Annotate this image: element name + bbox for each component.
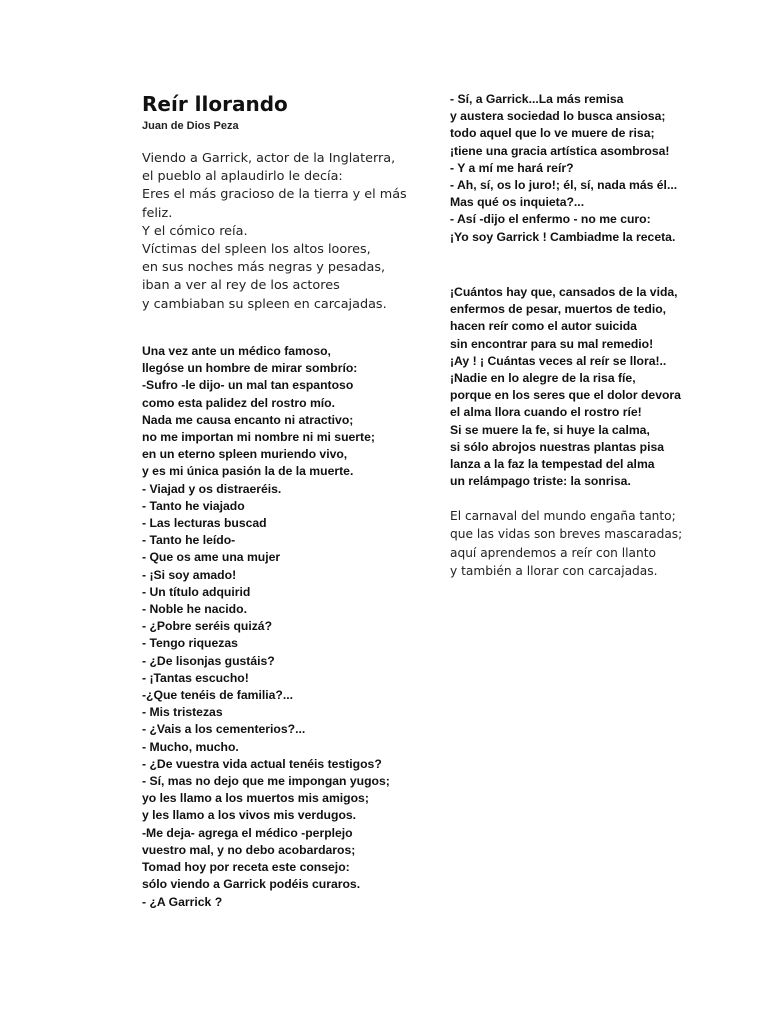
poem-line: sin encontrar para su mal remedio!: [450, 336, 654, 351]
poem-line: si sólo abrojos nuestras plantas pisa: [450, 439, 665, 454]
poem-line: Nada me causa encanto ni atractivo;: [142, 412, 354, 427]
poem-line: - Sí, a Garrick...La más remisa: [450, 92, 624, 106]
stanza-5: [450, 507, 682, 581]
poem-line: -Me deja- agrega el médico -perplejo: [142, 825, 353, 840]
poem-line: y también a llorar con carcajadas.: [450, 564, 658, 579]
poem-line: Tomad hoy por receta este consejo:: [142, 860, 350, 875]
poem-line: ¡Cuántos hay que, cansados de la vida,: [450, 285, 678, 299]
poem-line: yo les llamo a los muertos mis amigos;: [142, 791, 369, 806]
poem-line: - ¿De vuestra vida actual tenéis testigos?: [142, 756, 382, 771]
poem-line: hacen reír como el autor suicida: [450, 319, 637, 334]
poem-line: - ¿Vais a los cementerios?...: [142, 722, 306, 737]
poem-line: - ¿Pobre seréis quizá?: [142, 619, 273, 634]
poem-line: y austera sociedad lo busca ansiosa;: [450, 109, 666, 124]
poem-line: ¡tiene una gracia artística asombrosa!: [450, 143, 670, 158]
poem-line: ¡Yo soy Garrick ! Cambiadme la receta.: [450, 229, 676, 244]
poem-title: Reír llorando: [142, 92, 288, 116]
poem-line: y cambiaban su spleen en carcajadas.: [142, 296, 387, 312]
poem-line: aquí aprendemos a reír con llanto: [450, 545, 656, 560]
poem-line: Una vez ante un médico famoso,: [142, 344, 331, 358]
poem-line: - ¡Si soy amado!: [142, 567, 237, 582]
poem-line: lanza a la faz la tempestad del alma: [450, 457, 655, 472]
poem-line: vuestro mal, y no debo acobardaros;: [142, 842, 356, 857]
poem-line: - Noble he nacido.: [142, 602, 247, 617]
poem-line: ¡Nadie en lo alegre de la risa fíe,: [450, 371, 636, 386]
poem-line: -¿Que tenéis de familia?...: [142, 688, 294, 703]
poem-line: - Ah, sí, os lo juro!; él, sí, nada más él...: [450, 178, 678, 193]
poem-line: el pueblo al aplaudirlo le decía:: [142, 169, 343, 185]
poem-line: - Las lecturas buscad: [142, 516, 267, 531]
poem-line: porque en los seres que el dolor devora: [450, 388, 681, 403]
stanza-4: [450, 284, 681, 490]
poem-line: no me importan mi nombre ni mi suerte;: [142, 430, 375, 445]
poem-line: ¡Ay ! ¡ Cuántas veces al reír se llora!..: [450, 353, 667, 368]
poem-line: un relámpago triste: la sonrisa.: [450, 474, 631, 489]
poem-line: como esta palidez del rostro mío.: [142, 395, 336, 410]
stanza-3: [450, 91, 677, 246]
poem-line: - Un título adquirid: [142, 584, 251, 599]
poem-line: Si se muere la fe, si huye la calma,: [450, 422, 650, 437]
poem-line: feliz.: [142, 205, 173, 221]
poem-line: Mas qué os inquieta?...: [450, 195, 585, 210]
poem-line: el alma llora cuando el rostro ríe!: [450, 405, 642, 420]
poem-line: - ¿De lisonjas gustáis?: [142, 653, 275, 668]
poem-author: Juan de Dios Peza: [142, 120, 239, 132]
poem-line: - Que os ame una mujer: [142, 550, 281, 565]
poem-line: sólo viendo a Garrick podéis curaros.: [142, 877, 361, 892]
poem-line: en un eterno spleen muriendo vivo,: [142, 447, 348, 462]
poem-line: que las vidas son breves mascaradas;: [450, 527, 683, 542]
poem-line: - ¿A Garrick ?: [142, 894, 223, 909]
poem-line: - Así -dijo el enfermo - no me curo:: [450, 212, 651, 227]
poem-line: y es mi única pasión la de la muerte.: [142, 464, 354, 479]
poem-line: - Sí, mas no dejo que me impongan yugos;: [142, 774, 390, 789]
poem-line: - Tanto he leído-: [142, 533, 236, 548]
poem-line: Víctimas del spleen los altos loores,: [142, 242, 371, 258]
poem-line: - Tengo riquezas: [142, 636, 238, 651]
poem-line: - ¡Tantas escucho!: [142, 670, 249, 685]
poem-line: - Mis tristezas: [142, 705, 223, 720]
poem-line: Eres el más gracioso de la tierra y el más: [142, 187, 407, 203]
poem-line: todo aquel que lo ve muere de risa;: [450, 126, 655, 141]
poem-line: - Mucho, mucho.: [142, 739, 239, 754]
poem-line: Y el cómico reía.: [142, 223, 248, 239]
poem-line: iban a ver al rey de los actores: [142, 278, 340, 294]
poem-line: - Y a mí me hará reír?: [450, 160, 574, 175]
poem-line: Viendo a Garrick, actor de la Inglaterra,: [142, 151, 396, 166]
poem-line: en sus noches más negras y pesadas,: [142, 260, 386, 276]
stanza-2: [142, 343, 390, 911]
poem-line: - Viajad y os distraeréis.: [142, 481, 282, 496]
poem-line: y les llamo a los vivos mis verdugos.: [142, 808, 357, 823]
poem-line: enfermos de pesar, muertos de tedio,: [450, 302, 667, 317]
poem-line: - Tanto he viajado: [142, 498, 245, 513]
poem-line: llegóse un hombre de mirar sombrío:: [142, 361, 358, 376]
poem-line: -Sufro -le dijo- un mal tan espantoso: [142, 378, 354, 393]
poem-line: El carnaval del mundo engaña tanto;: [450, 509, 676, 523]
stanza-1: [142, 150, 407, 314]
